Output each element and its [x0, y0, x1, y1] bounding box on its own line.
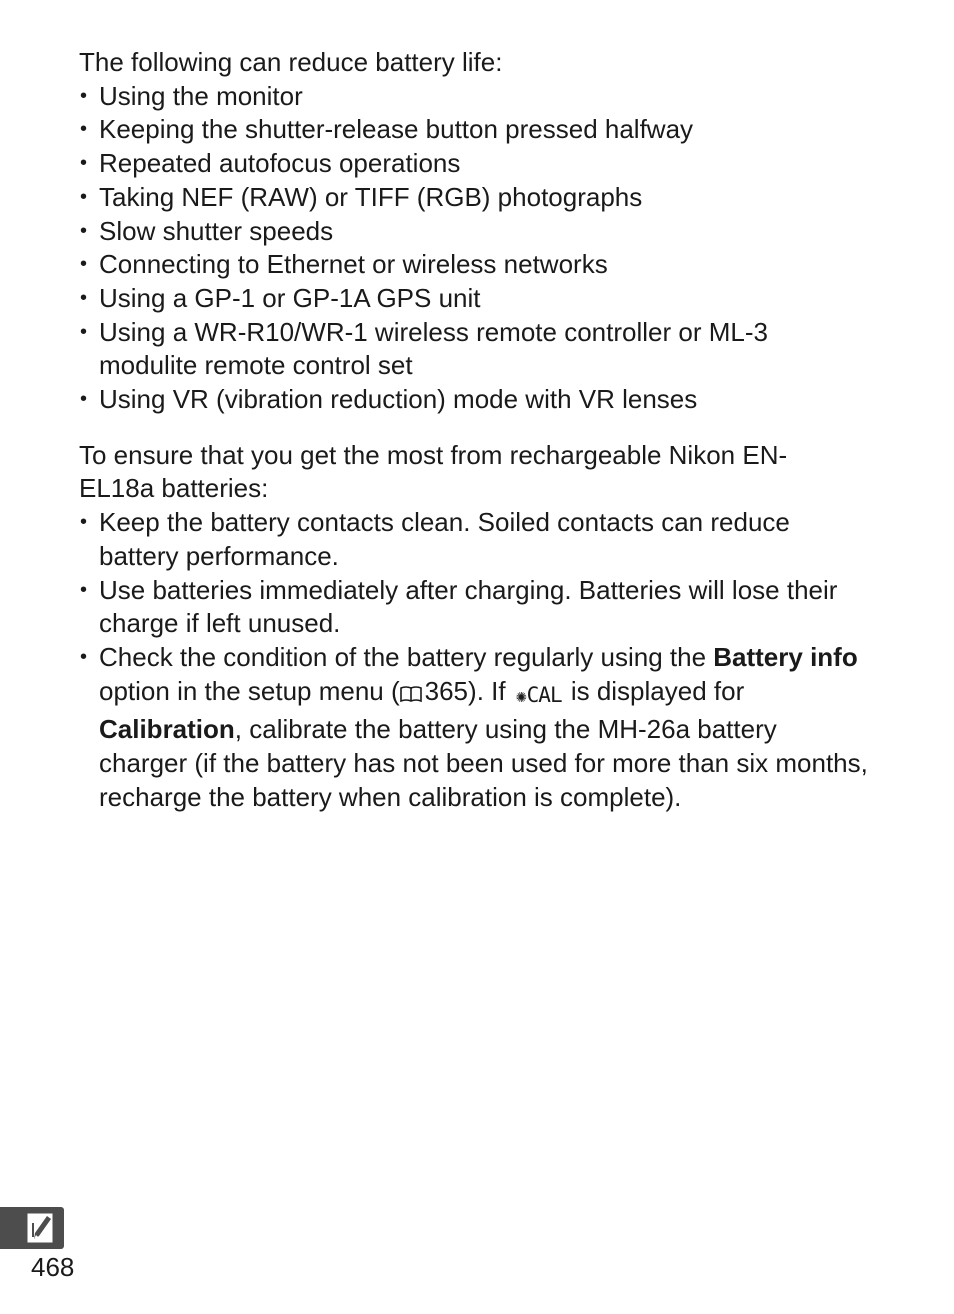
page-content	[79, 46, 879, 814]
bullet: •	[80, 118, 88, 141]
list-item: • Keeping the shutter-release button pressed halfway	[79, 113, 879, 147]
page-reference-link[interactable]: 365	[424, 675, 469, 706]
section-gap	[79, 417, 879, 439]
section2-intro: To ensure that you get the most from rechargeable Nikon EN-EL18a batteries:	[79, 439, 788, 504]
list-item: • Using a WR-R10/WR-1 wireless remote controller or ML-3 modulite remote control set	[80, 316, 768, 381]
bullet: •	[80, 578, 88, 601]
notes-section-tab[interactable]	[0, 1207, 64, 1249]
calibration-item-name: Calibration	[99, 714, 235, 745]
battery-info-menu-name: Battery info	[713, 641, 858, 672]
list-item: • Slow shutter speeds	[79, 215, 879, 249]
calibration-sun-icon: ✺CAL	[515, 682, 562, 707]
list-item: • Using a GP-1 or GP-1A GPS unit	[79, 282, 879, 316]
bullet: •	[80, 511, 88, 534]
list-item: • Use batteries immediately after charging. Batteries will lose their charge if left unused.	[80, 574, 838, 639]
list-item: • Connecting to Ethernet or wireless networks	[79, 248, 879, 282]
bullet: •	[80, 253, 88, 276]
section1-list	[79, 80, 879, 417]
list-item: • Using VR (vibration reduction) mode with VR lenses	[79, 383, 879, 417]
bullet: •	[80, 185, 88, 208]
list-item: • Repeated autofocus operations	[79, 147, 879, 181]
bullet: •	[80, 219, 88, 242]
book-icon	[400, 678, 422, 712]
list-item: • Check the condition of the battery regularly using the Battery info option in the setup menu ( 365). If ✺CAL is displayed for Calibration, calibrate the battery using the MH-26a battery charger (if the battery has not been used for more than six months, recharge the battery when calibration is complete).	[80, 641, 868, 812]
section1-intro: The following can reduce battery life:	[79, 47, 503, 77]
list-item: • Keep the battery contacts clean. Soiled contacts can reduce battery performance.	[80, 507, 790, 571]
list-item: • Taking NEF (RAW) or TIFF (RGB) photographs	[79, 181, 879, 215]
bullet: •	[80, 286, 88, 309]
page-number: 468	[31, 1252, 75, 1282]
bullet: •	[80, 320, 88, 343]
bullet: •	[80, 388, 88, 411]
bullet: •	[80, 152, 88, 175]
list-item: • Using the monitor	[79, 80, 879, 114]
notes-pencil-icon	[26, 1211, 56, 1245]
section2-list	[79, 506, 879, 814]
bullet: •	[80, 84, 88, 107]
bullet: •	[80, 645, 88, 668]
